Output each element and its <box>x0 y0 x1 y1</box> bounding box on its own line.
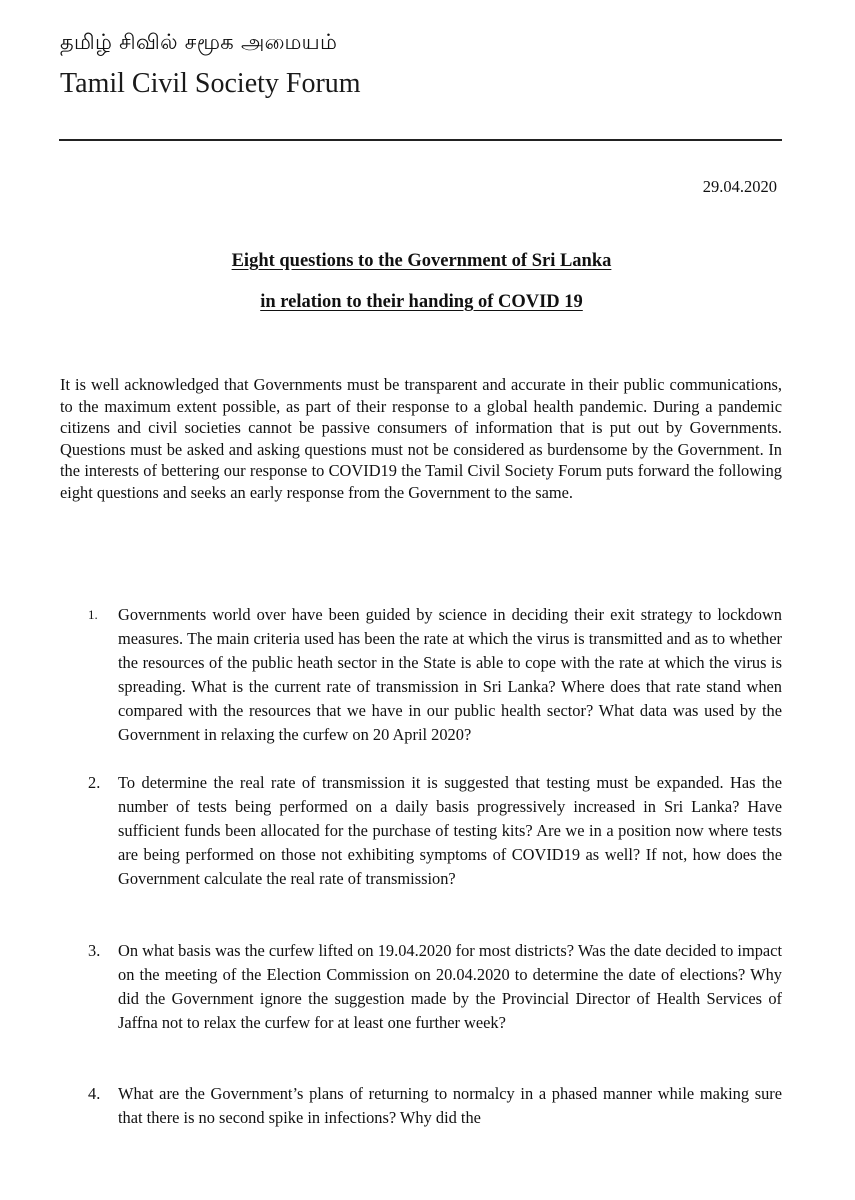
document-title-line-2: in relation to their handing of COVID 19 <box>260 292 583 312</box>
question-text: To determine the real rate of transmission it is suggested that testing must be expanded. Has the number of tests being performed on a daily basis progressively increased in Sri Lanka? Have sufficient funds been allocated for the purchase of testing kits? Are we in a position now where tests are being performed on those not exhibiting symptoms of COVID19 as well? If not, how does the Government calculate the real rate of transmission? <box>118 773 782 888</box>
header-divider <box>59 139 782 141</box>
question-number: 2. <box>88 773 101 792</box>
question-text: Governments world over have been guided by science in deciding their exit strategy to lockdown measures. The main criteria used has been the rate at which the virus is transmitted and as to whether the resources of the public heath sector in the State is able to cope with the rate at which the virus is spreading. What is the current rate of transmission in Sri Lanka? Where does that rate stand when compared with the resources that we have in our public health sector? What data was used by the Government in relaxing the curfew on 20 April 2020? <box>118 605 782 744</box>
org-name-english: Tamil Civil Society Forum <box>60 68 361 99</box>
question-text: On what basis was the curfew lifted on 19.04.2020 for most districts? Was the date decided to impact on the meeting of the Election Commission on 20.04.2020 to determine the date of elections? Why did the Government ignore the suggestion made by the Provincial Director of Health Services of Jaffna not to relax the curfew for at least one further week? <box>118 941 782 1032</box>
question-number: 3. <box>88 941 101 960</box>
document-date: 29.04.2020 <box>702 177 777 196</box>
intro-paragraph: It is well acknowledged that Governments must be transparent and accurate in their public communications, to the maximum extent possible, as part of their response to a global health pandemic. During a pandemic citizens and civil societies cannot be passive consumers of information that is put out by Governments. Questions must be asked and asking questions must not be considered as burdensome by the Government. In the interests of bettering our response to COVID19 the Tamil Civil Society Forum puts forward the following eight questions and seeks an early response from the Government to the same. <box>60 375 782 502</box>
question-number: 1. <box>88 607 98 622</box>
org-name-tamil: தமிழ் சிவில் சமூக அமையம் <box>60 30 338 54</box>
document-title-line-1: Eight questions to the Government of Sri Lanka <box>231 251 612 271</box>
question-number: 4. <box>88 1084 101 1103</box>
question-text: What are the Government’s plans of returning to normalcy in a phased manner while making sure that there is no second spike in infections? Why did the <box>118 1084 782 1127</box>
